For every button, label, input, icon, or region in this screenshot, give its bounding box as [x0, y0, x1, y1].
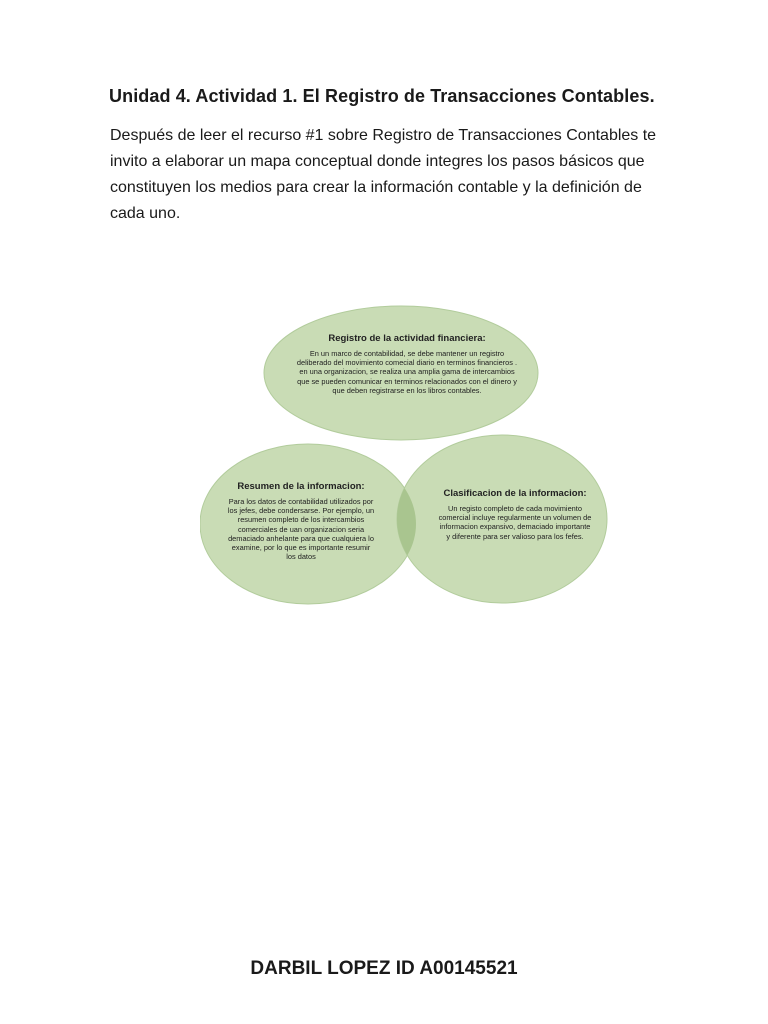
intro-paragraph: Después de leer el recurso #1 sobre Registro de Transacciones Contables te invito a elaborar un mapa conceptual donde integres los pasos básicos que constituyen los medios para crear la información contable y la definición de cada uno.: [110, 127, 657, 222]
right-circle-heading: Clasificacion de la informacion:: [443, 488, 587, 499]
author-footer: DARBIL LOPEZ ID A00145521: [250, 958, 518, 979]
left-circle-heading: Resumen de la informacion:: [237, 481, 365, 492]
page-title: Unidad 4. Actividad 1. El Registro de Transacciones Contables.: [109, 86, 655, 106]
venn-diagram: [200, 305, 615, 605]
right-circle-text: [438, 488, 592, 541]
left-circle-text: [227, 481, 375, 561]
left-circle-body: Para los datos de contabilidad utilizados por los jefes, debe condersarse. Por ejemplo, un resumen completo de los intercambios comerciales de uan organizacion seria demaciado anhelante para que cualquiera lo examine, por lo que es importante resumir los datos: [227, 497, 375, 562]
top-circle-text: [295, 333, 519, 395]
top-circle-body: En un marco de contabilidad, se debe mantener un registro deliberado del movimiento comecial diario en terminos financieros . en una organizacion, se realiza una amplia gama de intercambios que se pueden comunicar en terminos relacionados con el dinero y que deben registrarse en los libros contables.: [296, 349, 518, 395]
top-circle-heading: Registro de la actividad financiera:: [328, 333, 486, 344]
right-circle-body: Un registo completo de cada movimiento comercial incluye regularmente un volumen de informacion expansivo, demaciado importante y diferente para ser valioso para los fefes.: [438, 504, 592, 541]
